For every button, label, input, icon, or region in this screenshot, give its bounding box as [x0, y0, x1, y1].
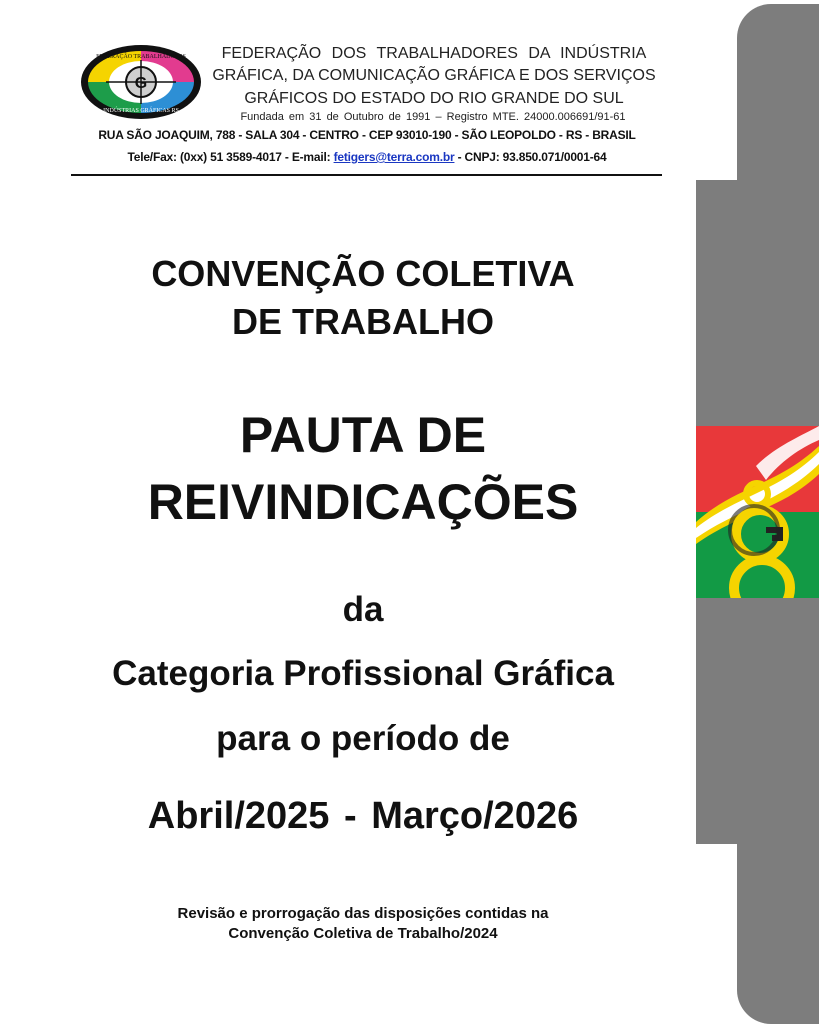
logo-text-bottom: INDÚSTRIAS GRÁFICAS RS: [103, 108, 179, 114]
side-band-top: [737, 4, 819, 184]
title-line-2: DE TRABALHO: [232, 301, 494, 342]
rs-flag-emblem: [696, 426, 819, 598]
contact-line: [76, 150, 658, 164]
side-band-bottom: [737, 830, 819, 1024]
phone-text: Tele/Fax: (0xx) 51 3589-4017 - E-mail:: [127, 150, 334, 164]
subtitle-period-label: para o período de: [216, 719, 510, 758]
org-name-line2: GRÁFICA, DA COMUNICAÇÃO GRÁFICA E DOS SERVIÇOS: [212, 67, 656, 84]
subtitle-category: Categoria Profissional Gráfica: [112, 654, 614, 693]
period-dates: Abril/2025 - Março/2026: [147, 795, 579, 837]
logo-text-top: FEDERAÇÃO TRABALHADORES: [96, 54, 186, 60]
cnpj-text: - CNPJ: 93.850.071/0001-64: [454, 150, 607, 164]
svg-text:G: G: [134, 75, 148, 92]
org-name-line3: GRÁFICOS DO ESTADO DO RIO GRANDE DO SUL: [244, 90, 624, 107]
note-line-2: Convenção Coletiva de Trabalho/2024: [228, 925, 498, 942]
main-title-line-2: REIVINDICAÇÕES: [147, 474, 579, 530]
main-title-line-1: PAUTA DE: [239, 407, 487, 463]
header-divider: [71, 174, 662, 176]
federation-logo: [80, 44, 202, 120]
note-line-1: Revisão e prorrogação das disposições contidas na: [177, 905, 549, 922]
address-line: RUA SÃO JOAQUIM, 788 - SALA 304 - CENTRO - CEP 93010-190 - SÃO LEOPOLDO - RS - BRASIL: [98, 128, 636, 142]
subtitle-da: da: [342, 590, 384, 629]
email-link[interactable]: fetigers@terra.com.br: [333, 150, 455, 164]
title-line-1: CONVENÇÃO COLETIVA: [151, 253, 575, 294]
org-name-line1: FEDERAÇÃO DOS TRABALHADORES DA INDÚSTRIA: [221, 45, 647, 62]
founding-registration: Fundada em 31 de Outubro de 1991 – Registro MTE. 24000.006691/91-61: [240, 111, 626, 123]
